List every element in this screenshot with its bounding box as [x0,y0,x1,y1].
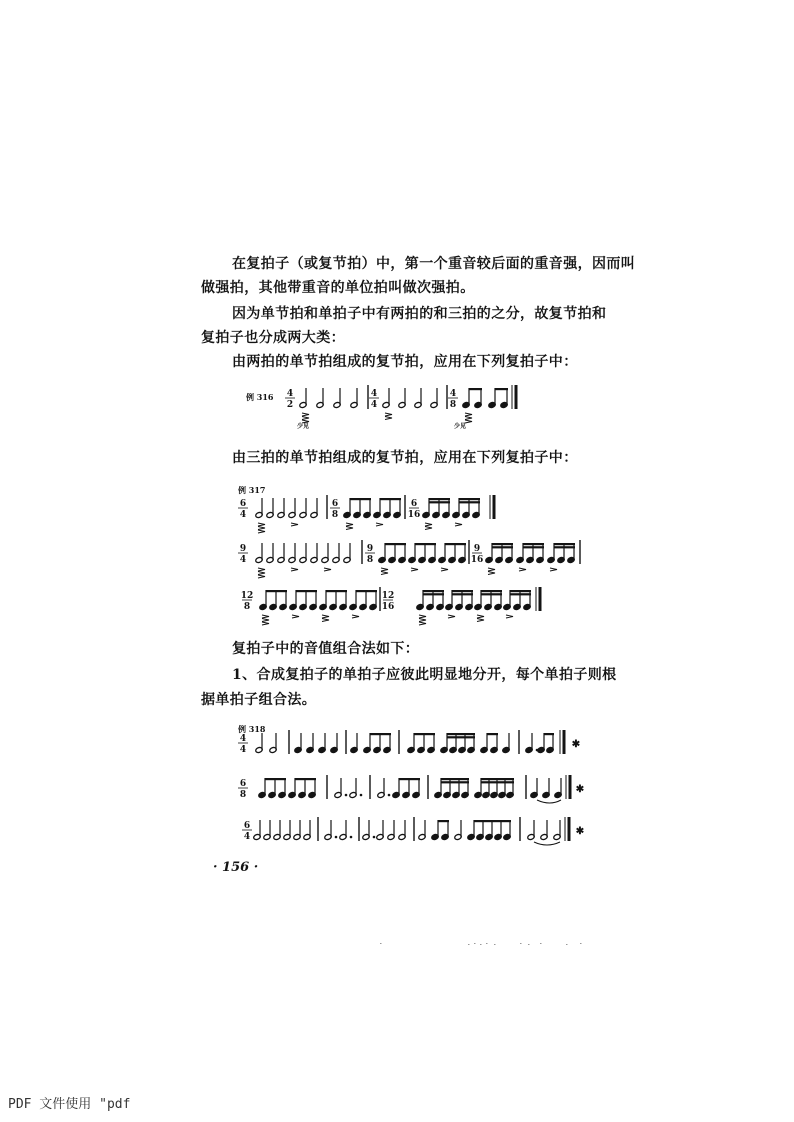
augmentation-dot [373,836,376,839]
tie [534,842,560,845]
augmentation-dot [345,794,348,797]
accent-mark [465,420,472,423]
accent-mark [419,622,426,625]
note-beam [469,388,482,390]
accent-mark [425,527,432,530]
pdf-footer: PDF 文件使用 "pdf [8,1097,131,1112]
accent-mark [258,527,265,530]
scan-speck [480,944,482,945]
note-beam [510,590,531,592]
note-beam [423,593,444,595]
accent-mark [291,523,298,526]
augmentation-dot [360,794,363,797]
paragraph-6-line-1: 1、合成复拍子的单拍子应彼此明显地分开，每个单拍子则根 [232,667,617,683]
time-signature-top: 6 [410,499,418,509]
note-beam [447,736,475,738]
note-beam [487,733,498,735]
note-beam [399,778,420,780]
accent-mark [302,417,309,420]
note-beam [414,733,435,735]
time-signature-bottom: 8 [243,602,251,612]
note-beam [492,546,513,548]
time-signature-bottom: 4 [243,832,251,842]
accent-mark [477,619,484,622]
rare-mark-1: 少见 [297,423,310,430]
accent-mark [477,615,484,618]
accent-mark [291,568,298,571]
time-signature-bottom: 4 [239,555,247,565]
note-beam [326,590,347,592]
accent-mark [346,523,353,526]
augmentation-dot [388,794,391,797]
accent-mark [292,615,299,618]
accent-mark [302,413,309,416]
paragraph-2-line-2: 复拍子也分成两大类： [201,330,345,346]
accent-mark [419,619,426,622]
note-beam [265,778,286,780]
end-mark: ✱ [575,826,585,837]
accent-mark [322,619,329,622]
note-beam [356,590,377,592]
time-signature-bottom: 16 [407,510,421,520]
time-signature-bottom: 8 [366,555,374,565]
note-beam [492,543,513,545]
accent-mark [488,568,495,571]
end-mark: ✱ [575,784,585,795]
accent-mark [385,417,392,420]
note-beam [523,543,544,545]
accent-mark [346,527,353,530]
scan-speck [520,943,522,944]
time-signature-bottom: 8 [449,400,457,410]
rare-mark-2: 少见 [454,423,467,430]
example-318-label: 例 318 [238,724,266,734]
accent-mark [258,575,265,578]
time-signature-bottom: 8 [331,510,339,520]
accent-mark [352,615,359,618]
accent-mark [324,568,331,571]
note-beam [481,781,514,783]
note-beam [447,733,475,735]
scan-speck [468,944,470,945]
time-signature-bottom: 4 [370,400,378,410]
note-beam [266,590,287,592]
paragraph-3: 由两拍的单节拍组成的复节拍，应用在下列复拍子中： [232,354,578,370]
note-beam [452,590,473,592]
accent-mark [419,615,426,618]
scan-speck [486,943,488,944]
accent-mark [262,619,269,622]
time-signature-top: 4 [370,389,378,399]
accent-mark [441,568,448,571]
paragraph-4: 由三拍的单节拍组成的复节拍，应用在下列复拍子中： [232,450,578,466]
paragraph-5: 复拍子中的音值组合法如下： [232,641,420,657]
time-signature-bottom: 8 [239,790,247,800]
note-beam [295,778,316,780]
accent-mark [425,523,432,526]
paragraph-1-line-2: 做强拍，其他带重音的单位拍叫做次强拍。 [201,280,475,296]
note-beam [423,590,444,592]
scan-speck [566,944,568,945]
page-number: · 156 · [213,860,259,875]
accent-mark [258,530,265,533]
time-signature-top: 9 [366,544,374,554]
note-beam [510,593,531,595]
note-beam [296,590,317,592]
accent-mark [465,413,472,416]
time-signature-bottom: 4 [239,745,247,755]
accent-mark [550,568,557,571]
time-signature-top: 12 [381,591,395,601]
accent-mark [488,572,495,575]
time-signature-top: 6 [331,499,339,509]
time-signature-top: 6 [243,821,251,831]
accent-mark [519,568,526,571]
scan-speck [580,943,582,944]
time-signature-bottom: 2 [286,400,294,410]
tie [537,800,561,803]
accent-mark [465,417,472,420]
time-signature-top: 4 [286,389,294,399]
end-mark: ✱ [571,739,581,750]
note-beam [385,543,406,545]
note-beam [350,498,371,500]
note-beam [481,590,502,592]
note-beam [544,733,554,735]
time-signature-bottom: 16 [381,602,395,612]
accent-mark [411,568,418,571]
accent-mark [455,523,462,526]
accent-mark [385,413,392,416]
note-beam [380,498,401,500]
note-beam [523,546,544,548]
scan-speck [380,943,382,944]
accent-mark [262,622,269,625]
accent-mark [376,523,383,526]
accent-mark [381,572,388,575]
note-beam [370,733,391,735]
example-316-label: 例 316 [246,392,274,402]
accent-mark [322,615,329,618]
note-beam [495,388,508,390]
note-beam [459,498,480,500]
accent-mark [506,615,513,618]
note-beam [459,501,480,503]
time-signature-top: 9 [473,544,481,554]
accent-mark [258,523,265,526]
note-beam [481,593,502,595]
time-signature-top: 6 [239,779,247,789]
time-signature-bottom: 16 [470,555,484,565]
accent-mark [258,568,265,571]
scan-speck [528,944,530,945]
accent-mark [262,615,269,618]
note-beam [441,781,469,783]
time-signature-top: 4 [239,734,247,744]
note-beam [429,501,450,503]
note-beam [438,820,449,822]
scan-speck [540,943,542,944]
time-signature-top: 4 [449,389,457,399]
note-beam [415,543,436,545]
augmentation-dot [350,836,353,839]
note-beam [554,543,575,545]
accent-mark [258,572,265,575]
accent-mark [448,615,455,618]
note-beam [554,546,575,548]
accent-mark [381,568,388,571]
note-beam [441,778,469,780]
augmentation-dot [335,836,338,839]
paragraph-1-line-1: 在复拍子（或复节拍）中，第一个重音较后面的重音强，因而叫 [232,256,636,272]
note-beam [452,593,473,595]
paragraph-2-line-1: 因为单节拍和单拍子中有两拍的和三拍的之分，故复节拍和 [232,306,607,322]
accent-mark [302,420,309,423]
scan-speck [494,944,496,945]
note-beam [445,543,466,545]
time-signature-bottom: 4 [239,510,247,520]
note-beam [429,498,450,500]
time-signature-top: 12 [240,591,254,601]
time-signature-top: 6 [239,499,247,509]
time-signature-top: 9 [239,544,247,554]
scan-speck [474,943,476,944]
example-317-label: 例 317 [238,485,266,495]
paragraph-6-line-2: 据单拍子组合法。 [201,692,317,708]
note-beam [481,778,514,780]
note-beam [474,820,511,822]
